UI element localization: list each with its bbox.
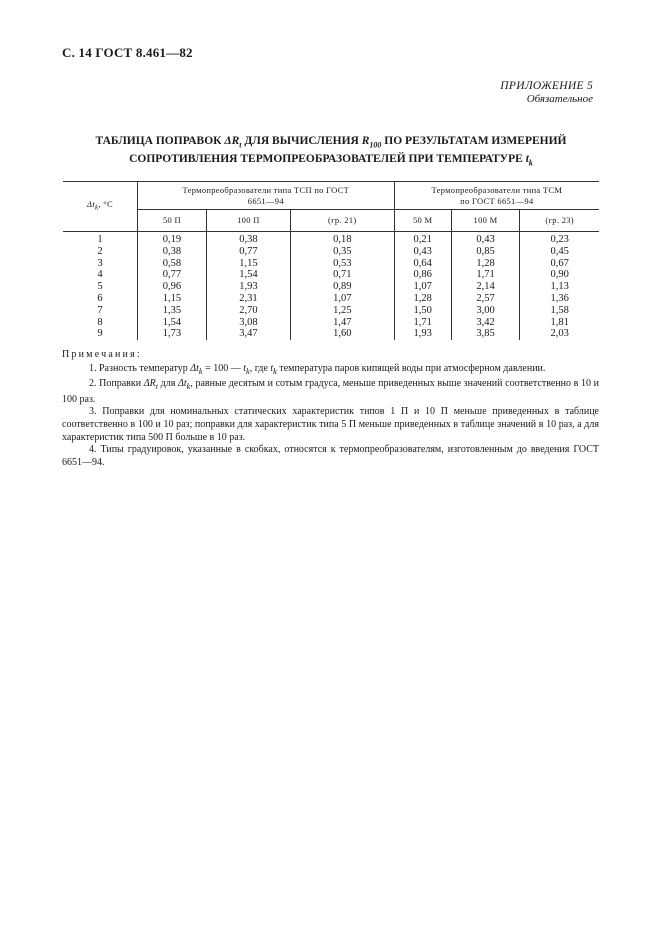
table-row (63, 305, 599, 317)
correction-cell: 1,93 (394, 328, 451, 340)
correction-cell: 1,73 (138, 328, 207, 340)
table-title-line2 (62, 152, 600, 170)
table-row (63, 281, 599, 293)
title-text: СОПРОТИВЛЕНИЯ ТЕРМОПРЕОБРАЗОВАТЕЛЕЙ ПРИ ТЕМПЕРАТУРЕ (129, 153, 526, 166)
tsm-group-header: Термопреобразователи типа ТСМ по ГОСТ 6651—94 (394, 182, 599, 210)
table-body (63, 232, 599, 341)
correction-cell: 1,07 (290, 293, 394, 305)
correction-cell: 1,25 (290, 305, 394, 317)
note-2: 2. Поправки $\Delta R_t$ для $\Delta t_k$, равные десятым и сотым градуса, меньше приведенных выше значений соответственно в 10 и 100 раз. (62, 378, 599, 405)
table-row (63, 246, 599, 258)
correction-cell: 1,35 (138, 305, 207, 317)
correction-cell: 0,18 (290, 232, 394, 246)
page-header: С. 14 ГОСТ 8.461—82 (62, 45, 193, 60)
correction-cell: 0,64 (394, 258, 451, 270)
correction-cell: 0,45 (550, 245, 569, 257)
correction-cell: 3,00 (451, 305, 520, 317)
correction-cell: 0,96 (138, 281, 207, 293)
correction-cell: 0,90 (550, 269, 569, 281)
correction-cell: 0,89 (290, 281, 394, 293)
column-header: (гр. 23) (520, 210, 599, 232)
correction-cell: 1,54 (206, 269, 290, 281)
column-header: 50 П (138, 210, 207, 232)
correction-cell: 1,50 (394, 305, 451, 317)
correction-cell: 0,21 (394, 232, 451, 246)
title-tk: $t_k$ (525, 153, 533, 168)
table-row (63, 232, 599, 246)
correction-cell: 0,77 (138, 269, 207, 281)
appendix-number: ПРИЛОЖЕНИЕ 5 (500, 80, 593, 92)
correction-cell: 0,58 (138, 258, 207, 270)
correction-cell: 0,85 (451, 246, 520, 258)
correction-cell: 1,71 (394, 317, 451, 329)
correction-cell: 0,43 (394, 246, 451, 258)
note-1: 1. Разность температур $\Delta t_k = 100$ — $t_k$, где $t_k$ температура паров кипящей воды при атмосферном давлении. (89, 362, 546, 376)
delta-t-cell: 1 (63, 232, 138, 246)
correction-cell: 1,71 (451, 269, 520, 281)
correction-cell: 1,07 (394, 281, 451, 293)
table-row (63, 293, 599, 305)
delta-t-cell: 5 (63, 281, 138, 293)
correction-cell: 0,43 (451, 232, 520, 246)
title-text: ДЛЯ ВЫЧИСЛЕНИЯ (241, 135, 362, 147)
correction-cell: 1,28 (394, 293, 451, 305)
delta-t-cell: 8 (63, 317, 138, 329)
appendix-label (500, 80, 593, 105)
tsp-group-header: Термопреобразователи типа ТСП по ГОСТ 6651—94 (138, 182, 395, 210)
correction-cell: 0,53 (290, 258, 394, 270)
delta-t-cell: 3 (63, 258, 138, 270)
correction-cell: 1,15 (138, 293, 207, 305)
title-r100: $R_{100}$ (361, 135, 382, 150)
correction-cell: 0,19 (138, 232, 207, 246)
delta-t-header: $\Delta t_k$, °C (63, 182, 138, 232)
column-header: 50 М (394, 210, 451, 232)
correction-cell: 1,58 (550, 304, 569, 316)
correction-cell: 1,36 (550, 292, 569, 304)
correction-cell: 0,86 (394, 269, 451, 281)
correction-cell: 2,31 (206, 293, 290, 305)
corrections-table (63, 181, 599, 340)
correction-cell: 2,14 (451, 281, 520, 293)
correction-cell: 2,70 (206, 305, 290, 317)
correction-cell: 1,93 (206, 281, 290, 293)
delta-t-cell: 9 (63, 328, 138, 340)
table-row (63, 317, 599, 329)
note-3: 3. Поправки для номинальных статических характеристик типов 1 П и 10 П меньше приведенных в таблице соответственно в 100 и 10 раз; поправки для характеристик типа 5 П меньше приведенных в таблице значений в 10 раз, а для характеристик типа 500 П больше в 10 раз. (62, 406, 599, 443)
correction-cell: 0,38 (138, 246, 207, 258)
title-text: ПО РЕЗУЛЬТАТАМ ИЗМЕРЕНИЙ (381, 135, 567, 147)
correction-cell: 0,71 (290, 269, 394, 281)
table-title (62, 134, 600, 171)
correction-cell: 2,03 (550, 328, 569, 340)
column-header: (гр. 21) (290, 210, 394, 232)
correction-cell: 1,60 (290, 328, 394, 340)
table-row (63, 328, 599, 340)
correction-cell: 1,54 (138, 317, 207, 329)
title-text: ТАБЛИЦА ПОПРАВОК (95, 135, 225, 147)
correction-cell: 3,47 (206, 328, 290, 340)
correction-cell: 1,15 (206, 258, 290, 270)
correction-cell: 0,77 (206, 246, 290, 258)
correction-cell: 3,85 (451, 328, 520, 340)
column-header: 100 П (206, 210, 290, 232)
correction-cell: 3,42 (451, 317, 520, 329)
note-4: 4. Типы градуировок, указанные в скобках, относятся к термопреобразователям, изготовленным до введения ГОСТ 6651—94. (62, 444, 599, 468)
column-header: 100 М (451, 210, 520, 232)
table-row (63, 269, 599, 281)
correction-cell: 1,47 (290, 317, 394, 329)
delta-t-cell: 7 (63, 305, 138, 317)
correction-cell: 0,38 (206, 232, 290, 246)
correction-cell: 1,13 (550, 281, 569, 293)
delta-t-cell: 2 (63, 246, 138, 258)
delta-t-cell: 6 (63, 293, 138, 305)
table-title-line1 (62, 134, 600, 152)
correction-cell: 0,35 (290, 246, 394, 258)
correction-cell: 0,67 (550, 257, 569, 269)
notes-heading: Примечания: (62, 349, 142, 360)
table-row (63, 258, 599, 270)
appendix-status: Обязательное (526, 93, 593, 105)
correction-cell: 1,81 (550, 316, 569, 328)
delta-t-cell: 4 (63, 269, 138, 281)
title-delta-r: $\Delta R_t$ (224, 135, 242, 150)
notes-section (62, 349, 599, 469)
correction-cell: 3,08 (206, 317, 290, 329)
correction-cell: 2,57 (451, 293, 520, 305)
correction-cell: 1,28 (451, 258, 520, 270)
correction-cell: 0,23 (550, 234, 569, 245)
